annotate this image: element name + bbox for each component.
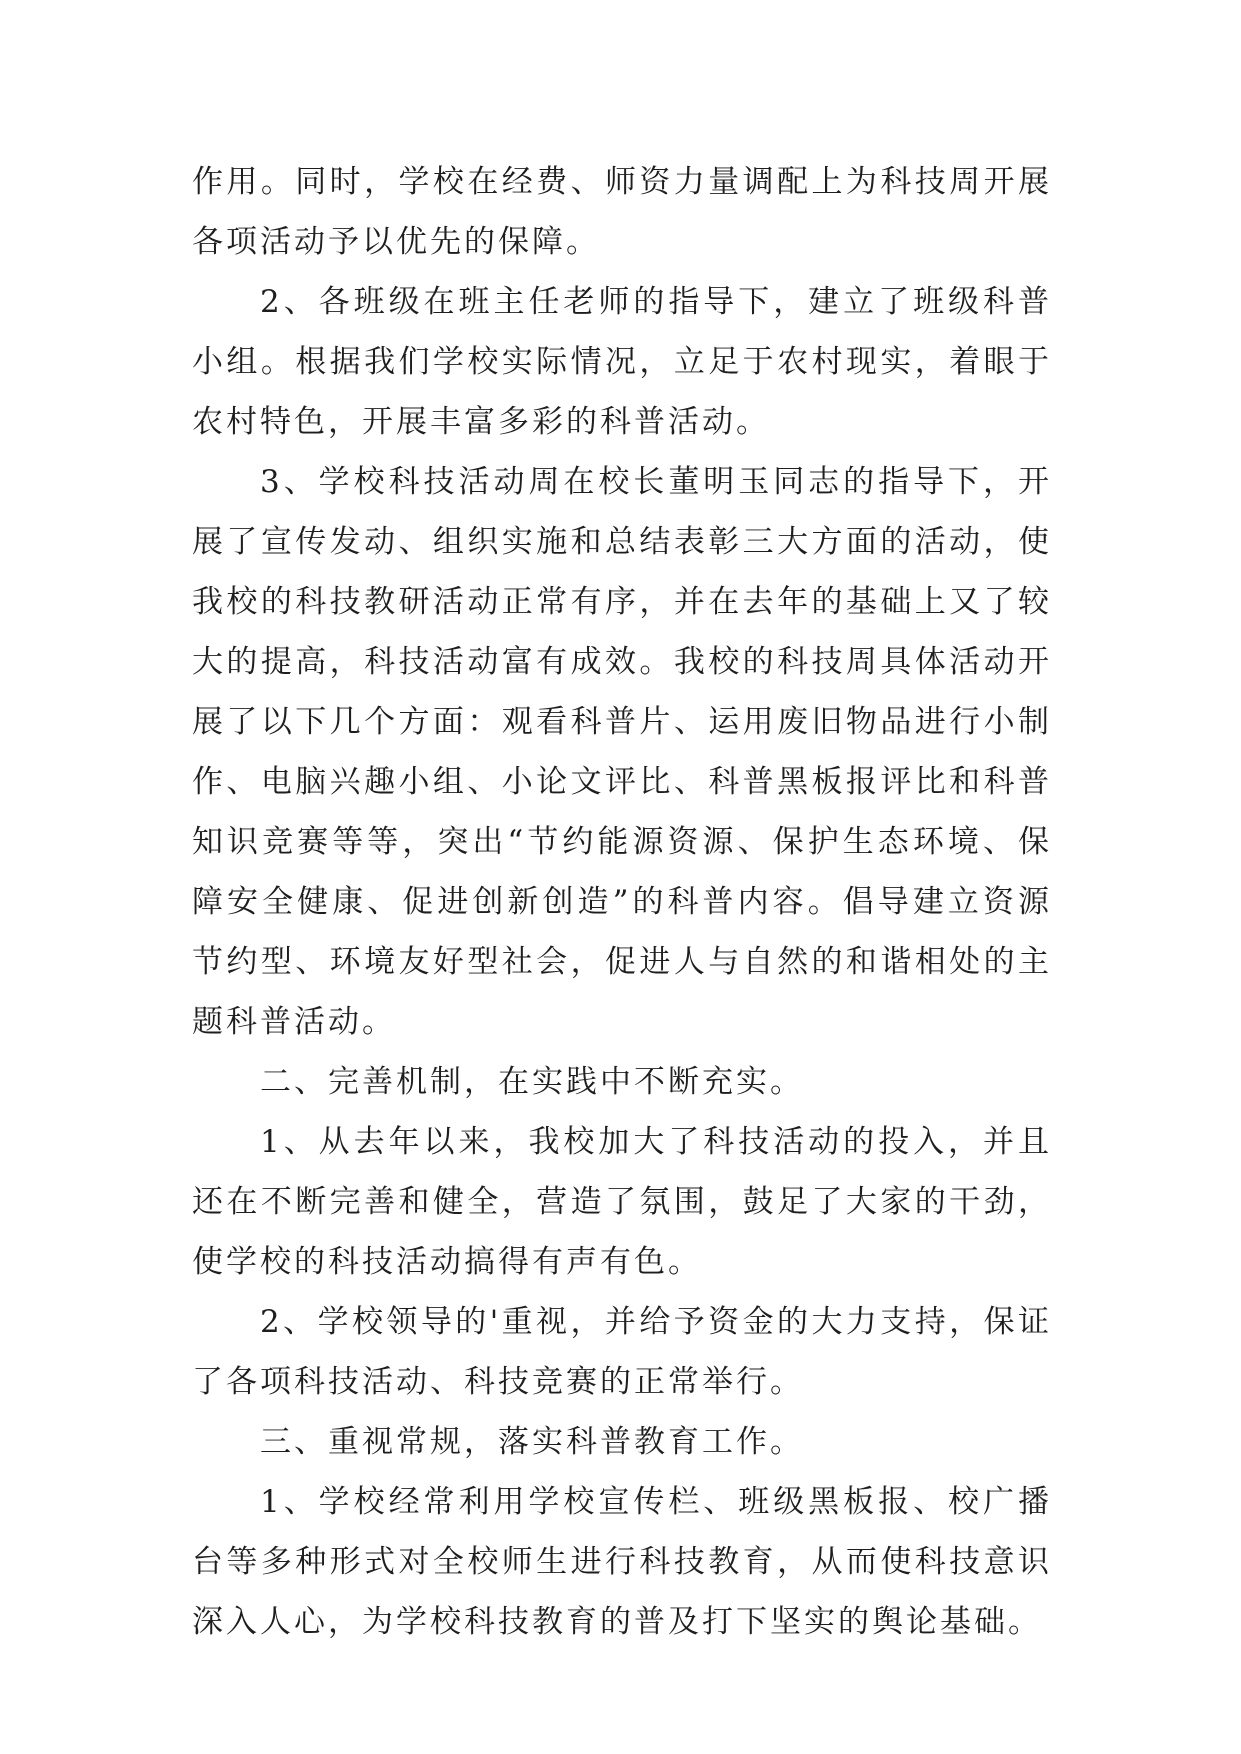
paragraph-3: 3、学校科技活动周在校长董明玉同志的指导下，开展了宣传发动、组织实施和总结表彰三大方面的活动，使我校的科技教研活动正常有序，并在去年的基础上又了较大的提高，科技活动富有成效。我校的科技周具体活动开展了以下几个方面：观看科普片、运用废旧物品进行小制作、电脑兴趣小组、小论文评比、科普黑板报评比和科普知识竞赛等等，突出“节约能源资源、保护生态环境、保障安全健康、促进创新创造”的科普内容。倡导建立资源节约型、环境友好型社会，促进人与自然的和谐相处的主题科普活动。 [192, 464, 1052, 1040]
paragraph-6: 1、学校经常利用学校宣传栏、班级黑板报、校广播台等多种形式对全校师生进行科技教育，从而使科技意识深入人心，为学校科技教育的普及打下坚实的舆论基础。 [192, 1484, 1052, 1640]
paragraph-2: 2、各班级在班主任老师的指导下，建立了班级科普小组。根据我们学校实际情况，立足于农村现实，着眼于农村特色，开展丰富多彩的科普活动。 [192, 284, 1052, 440]
section-heading-3: 三、重视常规，落实科普教育工作。 [260, 1424, 804, 1460]
paragraph-5: 2、学校领导的'重视，并给予资金的大力支持，保证了各项科技活动、科技竞赛的正常举行。 [192, 1304, 1052, 1400]
paragraph-4: 1、从去年以来，我校加大了科技活动的投入，并且还在不断完善和健全，营造了氛围，鼓足了大家的干劲，使学校的科技活动搞得有声有色。 [192, 1124, 1052, 1280]
paragraph-1: 作用。同时，学校在经费、师资力量调配上为科技周开展各项活动予以优先的保障。 [192, 164, 1052, 260]
document-body [192, 152, 1052, 1652]
section-heading-2: 二、完善机制，在实践中不断充实。 [260, 1064, 804, 1100]
